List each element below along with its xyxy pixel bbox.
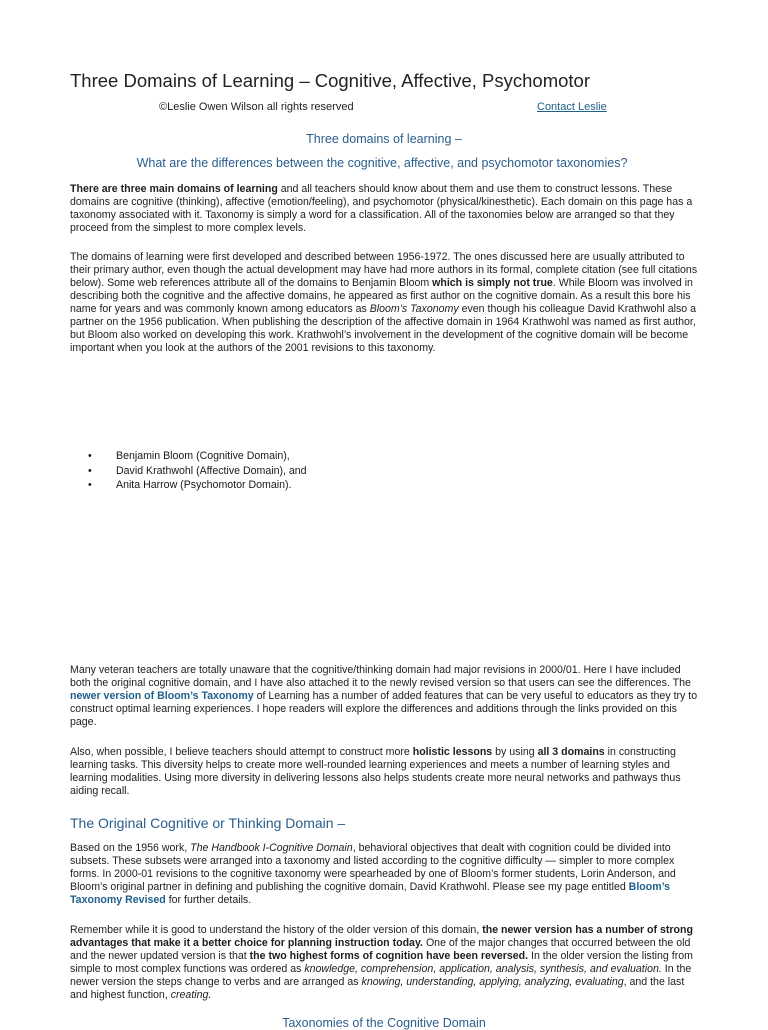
remember-text-5: , and the last and highest function, [70,976,685,1001]
list-item [70,478,307,493]
list-item [70,464,307,479]
original-text-1: Based on the 1956 work, [70,842,191,854]
remember-paragraph [70,924,698,1002]
revisions-text-1: Many veteran teachers are totally unaware that the cognitive/thinking domain had major revisions in 2000/01. Here I have included both the original cognitive domain, and I have also attached it to the newly revised version so that users can see the differences. The [70,664,691,689]
original-italic: The Handbook I-Cognitive Domain [190,842,353,854]
original-text-3: for further details. [165,894,252,906]
author-krathwohl: David Krathwohl (Affective Domain), and [116,464,307,477]
remember-italic-1: knowledge, comprehension, application, analysis, synthesis, and evaluation. [304,963,662,975]
original-text-2: , behavioral objectives that dealt with cognition could be divided into subsets. These subsets were arranged into a taxonomy and listed according to the cognitive difficulty — simpler to more complex forms. In 2000-01 revisions to the cognitive taxonomy were spearheaded by one of Bloom’s former students, Lorin Anderson, and Bloom’s original partner in defining and publishing the cognitive domain, David Krathwohl. Please see my page entitled [70,842,676,893]
blooms-revised-link[interactable]: Bloom’s Taxonomy Revised [70,881,671,906]
holistic-bold-2: all 3 domains [537,746,605,758]
author-bloom: Benjamin Bloom (Cognitive Domain), [116,450,290,462]
bullet-icon: • [88,450,92,462]
intro-bold-lead: There are three main domains of learning [70,183,278,195]
subtitle-domains: Three domains of learning – [306,132,462,146]
copyright-text: ©Leslie Owen Wilson all rights reserved [159,101,354,113]
history-text-3: even though his colleague David Krathwohl also a partner on the 1956 publication. When publishing the description of the affective domain in 1964 Krathwohl was named as first author, but Bloom also worked on developing this work. Krathwohl’s involvement in the development of the cognitive domain will be become important when you look at the authors of the 2001 revisions to this taxonomy. [70,303,696,354]
remember-italic-3: creating. [170,989,212,1001]
original-paragraph [70,842,698,907]
bullet-icon: • [88,464,92,477]
history-text-2: . While Bloom was involved in describing both the cognitive and the affective domains, he appeared as first author on the cognitive domain. As a result this bore his name for years and was commonly known among educators as [70,277,693,315]
holistic-text-1: Also, when possible, I believe teachers should attempt to construct more [70,746,413,758]
history-italic: Bloom’s Taxonomy [369,303,459,315]
remember-text-4: In the newer version the steps change to verbs and are arranged as [70,963,692,988]
revisions-text-2: of Learning has a number of added features that can be very useful to educators as they try to construct optimal learning experiences. I hope readers will explore the differences and additions through the links provided on this page. [70,690,698,728]
page-title: Three Domains of Learning – Cognitive, Affective, Psychomotor [70,70,590,91]
list-item [70,449,307,464]
subtitle-question: What are the differences between the cognitive, affective, and psychomotor taxonomies? [136,156,628,170]
remember-text-2: One of the major changes that occurred between the old and the newer updated version is that [70,937,691,962]
holistic-text-3: in constructing learning tasks. This diversity helps to create more well-rounded learning experiences and meets a number of learning styles and learning modalities. Using more diversity in delivering lessons also helps students create more neural networks and pathways thus aiding recall. [70,746,681,797]
holistic-paragraph [70,746,698,798]
contact-leslie-link[interactable]: Contact Leslie [537,101,607,113]
author-harrow: Anita Harrow (Psychomotor Domain). [116,479,292,491]
remember-text-1: Remember while it is good to understand the history of the older version of this domain, [70,924,483,936]
taxonomies-heading: Taxonomies of the Cognitive Domain [282,1016,486,1030]
remember-bold-1: the newer version has a number of strong advantages that make it a better choice for planning instruction today. [70,924,693,949]
remember-bold-2: the two highest forms of cognition have been reversed. [249,950,529,962]
history-bold: which is simply not true [432,277,553,289]
revisions-paragraph [70,664,698,729]
newer-version-link[interactable]: newer version of Bloom’s Taxonomy [70,690,254,702]
intro-paragraph [70,183,698,235]
remember-text-3: In the older version the listing from simple to most complex functions was ordered as [70,950,693,975]
holistic-text-2: by using [492,746,538,758]
authors-list [70,449,307,493]
remember-italic-2: knowing, understanding, applying, analyzing, evaluating [361,976,624,988]
bullet-icon: • [88,479,92,491]
history-paragraph [70,251,698,355]
history-text-1: The domains of learning were first developed and described between 1956-1972. The ones discussed here are usually attributed to their primary author, even though the actual development may have had more authors in its formal, complete citation (see full citations below). Some web references attribute all of the domains to Benjamin Bloom [70,251,698,289]
intro-text: and all teachers should know about them and use them to construct lessons. These domains are cognitive (thinking), affective (emotion/feeling), and psychomotor (physical/kinesthetic). Each domain on this page has a taxonomy associated with it. Taxonomy is simply a word for a classification. All of the taxonomies below are arranged so that they proceed from the simplest to more complex levels. [70,183,693,234]
holistic-bold-1: holistic lessons [412,746,493,758]
section-heading-original: The Original Cognitive or Thinking Domain – [70,815,346,831]
